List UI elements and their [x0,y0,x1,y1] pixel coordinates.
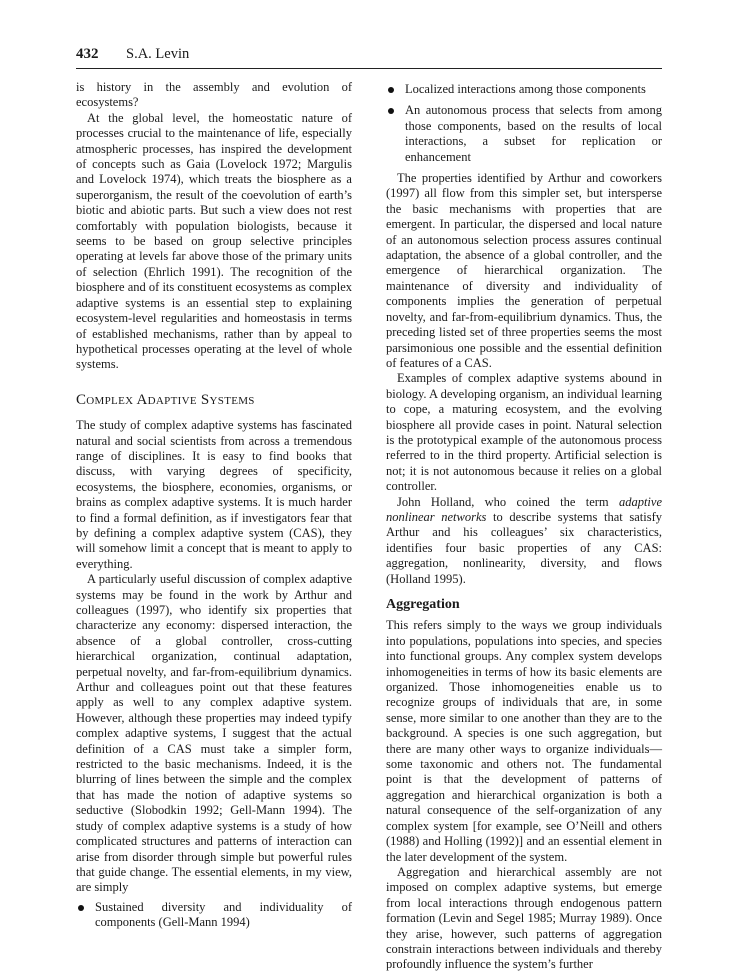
bullet-item [386,103,662,165]
paragraph-study-cas: The study of complex adaptive systems has fascinated natural and social scientists from across a tremendous range of disciplines. It is easy to find books that discuss, with varying degrees of specificity, ecosystems, the biosphere, economies, organisms, or brains as complex adaptive systems. It is much harder to find a formal definition, as if investigators fear that by defining a complex adaptive system (CAS), they will somehow limit a concept that is meant to apply to everything. [76,418,352,571]
bullet-list-right [386,82,662,165]
bullet-item [386,82,662,97]
bullet-icon [388,108,394,114]
left-column [76,80,352,934]
bullet-text: Sustained diversity and individuality of components (Gell-Mann 1994) [95,899,352,930]
paragraph-properties: The properties identified by Arthur and coworkers (1997) all flow from this simpler set, but intersperse the basic mechanisms with properties that are emergent. In particular, the dispersed and local nature of an autonomous selection process assures continual adaptation, the absence of a global controller, and the emergence of hierarchical organization. The maintenance of diversity and individuality of components implies the generation of perpetual novelty, and far-from-equilibrium dynamics. Thus, the preceding listed set of three properties seems the most parsimonious one possible and the essential definition of features of a CAS. [386,171,662,370]
paragraph-global-level: At the global level, the homeostatic nature of processes crucial to the maintenance of life, especially atmospheric processes, has inspired the development of concepts such as Gaia (Lovelock 1972; Margulis and Lovelock 1974), which treats the biosphere as a superorganism, the result of the coevolution of earth’s biotic and abiotic parts. But such a view does not rest comfortably with population biologists, because it seems to be based on group selective principles operating at levels far above those of the primary units of selection (Ehrlich 1991). The recognition of the biosphere and of its constituent ecosystems as complex adaptive systems is an essential step to explaining ecosystem-level regularities and homeostasis in terms of established mechanisms, rather than by appeal to hypothetical processes operating at the level of whole systems. [76,110,352,372]
page-number: 432 [76,46,99,62]
holland-text-before: John Holland, who coined the term [397,494,619,509]
bullet-list-left [76,900,352,931]
paragraph-hierarchical: Aggregation and hierarchical assembly are not imposed on complex adaptive systems, but emerge from local interactions through endogenous pattern formation (Levin and Segel 1985; Murray 1989). Once they arise, however, such patterns of aggregation constrain interactions between individuals and thereby profoundly influence the system’s further [386,864,662,972]
holland-term: adaptive nonlinear networks [386,494,662,524]
paragraph-examples: Examples of complex adaptive systems abound in biology. A developing organism, an individual learning to cope, a maturing ecosystem, and the evolving biosphere all provide cases in point. Natural selection is the prototypical example of the autonomous process referred to in the third property. Artificial selection is not; it is not autonomous because it relies on a global controller. [386,371,662,494]
paragraph-intro-tail: is history in the assembly and evolution of ecosystems? [76,80,352,110]
bullet-text: An autonomous process that selects from among those components, based on the results of local interactions, a subset for replication or enhancement [405,103,662,164]
running-head: S.A. Levin [126,46,190,62]
right-column [386,82,662,973]
paragraph-arthur: A particularly useful discussion of complex adaptive systems may be found in the work by Arthur and colleagues (1997), who identify six properties that characterize any economy: dispersed interaction, the absence of a global controller, cross-cutting hierarchical organization, continual adaptation, perpetual novelty, and far-from-equilibrium dynamics. Arthur and colleagues point out that these features apply as well to any complex adaptive system. However, although these properties may indeed typify complex adaptive systems, I suggest that the actual definition of a CAS must take a simpler form, restricted to the basic mechanisms. Indeed, it is the blurring of lines between the simple and the complex that has made the notion of adaptive systems so seductive (Slobodkin 1992; Gell-Mann 1994). The study of complex adaptive systems is a study of how complicated structures and patterns of interaction can arise from disorder through simple but powerful rules that guide change. The essential elements, in my view, are simply [76,572,352,895]
paragraph-aggregation: This refers simply to the ways we group individuals into populations, populations into species, and species into functional groups. Any complex system develops inhomogeneities in terms of how its basic elements are organized. Those inhomogeneities enable us to recognize groups of individuals that are, in some sense, more similar to one another than they are to the background. A species is one such aggregation, but there are many other ways to organize individuals—some taxonomic and others not. The fundamental point is that the development of patterns of aggregation and hierarchical organization is both a natural consequence of the self-organization of any complex system [for example, see O’Neill and others (1988) and Holling (1992)] and an essential element in the later development of the system. [386,618,662,864]
subheading-aggregation: Aggregation [386,597,460,612]
bullet-icon [78,905,84,911]
section-heading: Complex Adaptive Systems [76,391,255,408]
page-header [76,46,662,69]
bullet-item [76,900,352,931]
paragraph-holland [386,495,662,587]
bullet-text: Localized interactions among those components [405,82,646,96]
holland-text-after: to describe systems that satisfy Arthur and his colleagues’ six characteristics, identifies four basic properties of any CAS: aggregation, nonlinearity, diversity, and flows (Holland 1995). [386,509,662,586]
bullet-icon [388,87,394,93]
